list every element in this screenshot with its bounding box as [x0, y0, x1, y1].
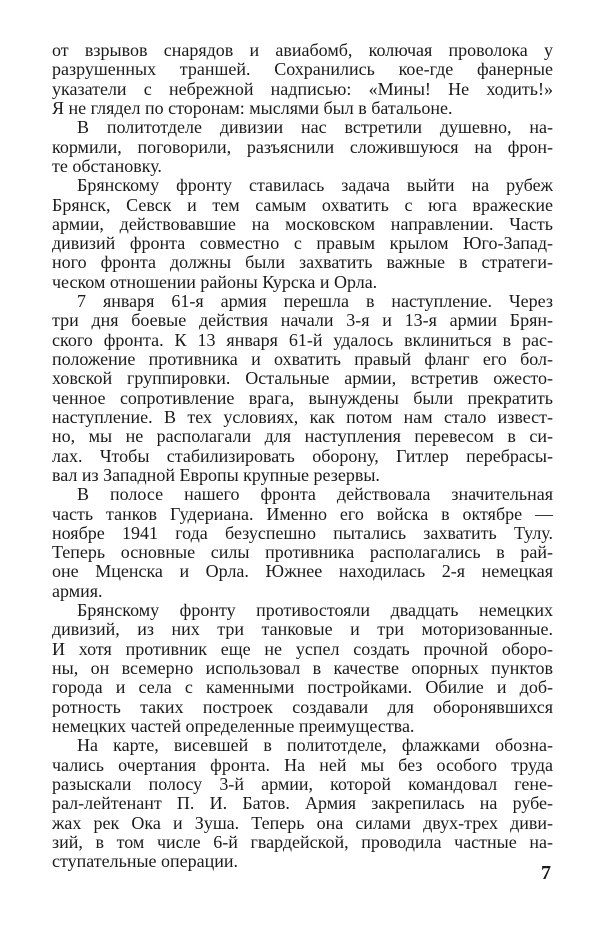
paragraph — [52, 736, 553, 871]
text-line: положение противника и охватить правый фланг его бол- — [52, 349, 553, 369]
text-line: зий, в том числе 6-й гвардейской, проводила частные на- — [52, 831, 553, 852]
text-line: ротность таких построек создавали для оборонявшихся — [52, 696, 553, 717]
page-body — [52, 41, 553, 871]
text-line: дивизий, из них три танковые и три моторизованные. — [52, 619, 553, 640]
text-line: немецких частей определенные преимущества. — [52, 715, 415, 736]
text-line: На карте, висевшей в политотделе, флажками обозна- — [77, 735, 553, 756]
text-line: наступление. В тех условиях, как потом нам стало извест- — [52, 406, 553, 427]
text-line: те обстановку. — [52, 155, 162, 176]
text-line: ноябре 1941 года безуспешно пытались захватить Тулу. — [52, 522, 553, 543]
text-line: города и села с каменными постройками. Обилие и доб- — [52, 677, 553, 698]
paragraph — [52, 176, 553, 292]
text-line: армии, действовавшие на московском направлении. Часть — [52, 213, 553, 234]
text-line: рал-лейтенант П. И. Батов. Армия закрепилась на рубе- — [52, 793, 553, 814]
paragraph — [52, 118, 553, 176]
text-line: В политотделе дивизии нас встретили душевно, на- — [77, 117, 553, 138]
text-line: Я не глядел по сторонам: мыслями был в батальоне. — [52, 97, 453, 118]
text-line: И хотя противник еще не успел создать прочной оборо- — [52, 638, 553, 659]
text-line: дивизий фронта совместно с правым крылом Юго-Запад- — [52, 233, 553, 254]
paragraph — [52, 41, 553, 118]
text-line: оне Мценска и Орла. Южнее находилась 2-я немецкая — [52, 561, 553, 582]
paragraph — [52, 601, 553, 736]
text-line: жах рек Ока и Зуша. Теперь она силами двух-трех диви- — [52, 812, 553, 833]
text-line: 7 января 61-я армия перешла в наступление. Через — [77, 291, 553, 312]
text-line: лах. Чтобы стабилизировать оборону, Гитлер перебрасы- — [52, 445, 553, 466]
text-line: вал из Западной Европы крупные резервы. — [52, 464, 380, 485]
paragraph — [52, 485, 553, 601]
text-line: указатели с небрежной надписью: «Мины! Не ходить!» — [52, 78, 553, 99]
text-line: кормили, поговорили, разъяснили сложившуюся на фрон- — [52, 136, 553, 157]
text-line: чались очертания фронта. На ней мы без особого труда — [52, 754, 553, 775]
text-line: ступательные операции. — [52, 851, 239, 872]
page-number: 7 — [541, 862, 551, 884]
text-line: разрушенных траншей. Сохранились кое-где фанерные — [52, 59, 553, 80]
text-line: ского фронта. К 13 января 61-й удалось вклиниться в рас- — [52, 329, 553, 350]
text-line: разыскали полосу 3-й армии, которой командовал гене- — [52, 773, 553, 794]
text-line: Брянскому фронту противостояли двадцать немецких — [77, 600, 553, 621]
text-line: Брянскому фронту ставилась задача выйти на рубеж — [77, 175, 553, 196]
text-line: но, мы не располагали для наступления перевесом в си- — [52, 426, 553, 447]
text-line: Теперь основные силы противника располагались в рай- — [52, 542, 553, 563]
paragraph — [52, 292, 553, 485]
text-line: ного фронта должны были захватить важные в стратеги- — [52, 252, 553, 273]
text-line: три дня боевые действия начали 3-я и 13-я армии Брян- — [52, 310, 553, 331]
text-line: от взрывов снарядов и авиабомб, колючая проволока у — [52, 40, 553, 60]
text-line: ны, он всемерно использовал в качестве опорных пунктов — [52, 658, 553, 678]
text-line: ческом отношении районы Курска и Орла. — [52, 271, 378, 292]
text-line: армия. — [52, 580, 103, 601]
text-line: В полосе нашего фронта действовала значительная — [77, 484, 553, 505]
text-line: Брянск, Севск и тем самым охватить с юга вражеские — [52, 194, 553, 215]
text-line: ченное сопротивление врага, вынуждены были прекратить — [52, 387, 553, 408]
text-line: часть танков Гудериана. Именно его войска в октябре — — [52, 503, 553, 524]
text-line: ховской группировки. Остальные армии, встретив ожесто- — [52, 368, 553, 389]
